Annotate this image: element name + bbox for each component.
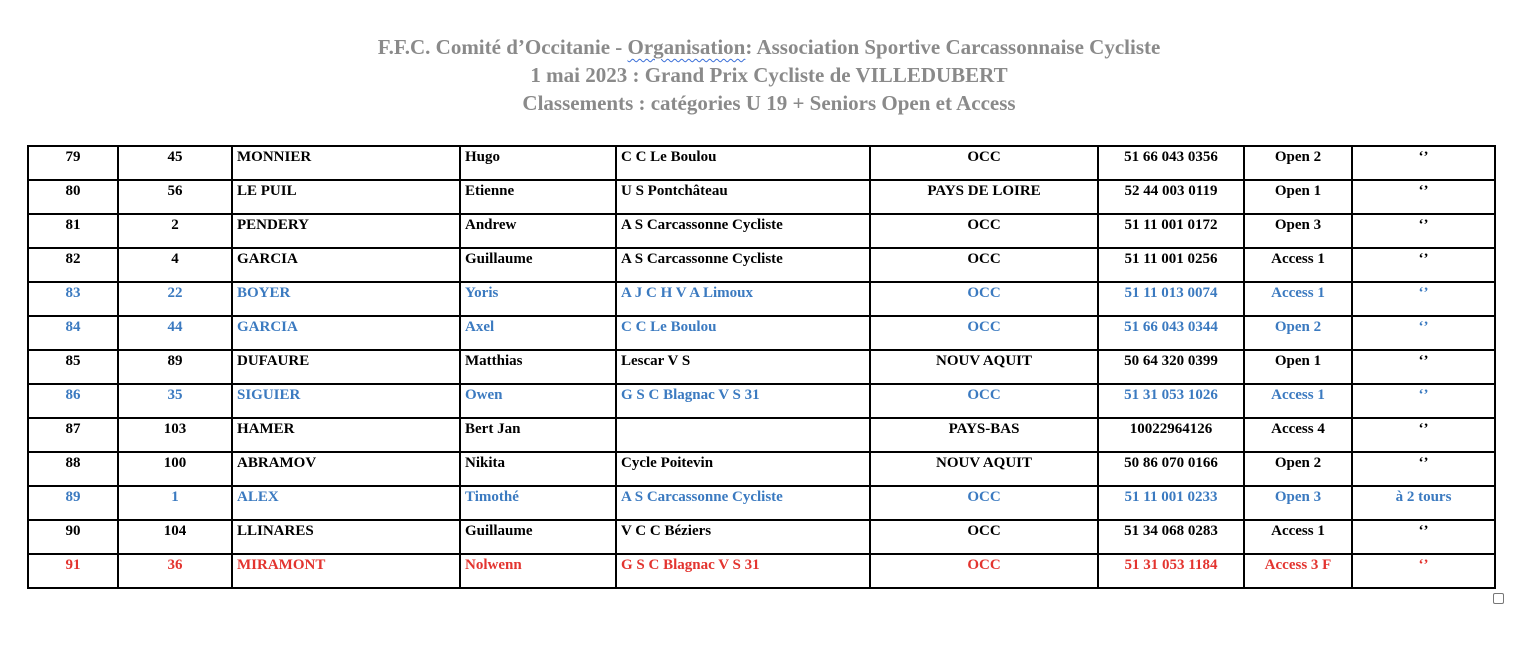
cell-club: Lescar V S <box>616 350 870 384</box>
cell-licence: 10022964126 <box>1098 418 1244 452</box>
cell-licence: 51 11 001 0233 <box>1098 486 1244 520</box>
cell-licence: 51 11 013 0074 <box>1098 282 1244 316</box>
table-row <box>28 146 1495 180</box>
cell-temps: ‘’ <box>1352 180 1495 214</box>
cell-prenom: Yoris <box>460 282 616 316</box>
cell-nom: SIGUIER <box>232 384 460 418</box>
cell-categorie: Open 3 <box>1244 214 1352 248</box>
cell-temps: ‘’ <box>1352 316 1495 350</box>
cell-nom: BOYER <box>232 282 460 316</box>
cell-dossard: 45 <box>118 146 232 180</box>
table-row <box>28 248 1495 282</box>
cell-rank: 88 <box>28 452 118 486</box>
table-row <box>28 180 1495 214</box>
cell-temps: ‘’ <box>1352 146 1495 180</box>
cell-categorie: Access 1 <box>1244 282 1352 316</box>
cell-categorie: Access 1 <box>1244 520 1352 554</box>
cell-dossard: 103 <box>118 418 232 452</box>
cell-prenom: Hugo <box>460 146 616 180</box>
cell-nom: MIRAMONT <box>232 554 460 588</box>
cell-categorie: Open 3 <box>1244 486 1352 520</box>
cell-nom: LE PUIL <box>232 180 460 214</box>
cell-categorie: Access 3 F <box>1244 554 1352 588</box>
cell-dossard: 44 <box>118 316 232 350</box>
cell-rank: 79 <box>28 146 118 180</box>
cell-licence: 50 64 320 0399 <box>1098 350 1244 384</box>
cell-region: OCC <box>870 316 1098 350</box>
cell-dossard: 2 <box>118 214 232 248</box>
cell-prenom: Axel <box>460 316 616 350</box>
cell-temps: ‘’ <box>1352 554 1495 588</box>
cell-licence: 51 66 043 0344 <box>1098 316 1244 350</box>
cell-nom: ABRAMOV <box>232 452 460 486</box>
cell-nom: ALEX <box>232 486 460 520</box>
cell-dossard: 36 <box>118 554 232 588</box>
results-table <box>27 145 1496 589</box>
cell-nom: LLINARES <box>232 520 460 554</box>
cell-region: NOUV AQUIT <box>870 452 1098 486</box>
cell-club <box>616 418 870 452</box>
cell-club: G S C Blagnac V S 31 <box>616 384 870 418</box>
cell-licence: 51 31 053 1026 <box>1098 384 1244 418</box>
cell-prenom: Nikita <box>460 452 616 486</box>
table-row <box>28 282 1495 316</box>
results-table-body <box>28 146 1495 588</box>
cell-temps: ‘’ <box>1352 214 1495 248</box>
table-row <box>28 452 1495 486</box>
header-organisation-word: Organisation <box>627 35 746 59</box>
cell-rank: 89 <box>28 486 118 520</box>
header-federation: F.F.C. Comité d’Occitanie - <box>377 35 628 59</box>
cell-categorie: Open 2 <box>1244 146 1352 180</box>
cell-prenom: Guillaume <box>460 520 616 554</box>
cell-prenom: Matthias <box>460 350 616 384</box>
cell-club: U S Pontchâteau <box>616 180 870 214</box>
table-row <box>28 384 1495 418</box>
cell-club: A S Carcassonne Cycliste <box>616 214 870 248</box>
cell-rank: 85 <box>28 350 118 384</box>
cell-categorie: Open 1 <box>1244 350 1352 384</box>
cell-region: PAYS-BAS <box>870 418 1098 452</box>
cell-prenom: Timothé <box>460 486 616 520</box>
cell-region: OCC <box>870 248 1098 282</box>
cell-prenom: Guillaume <box>460 248 616 282</box>
cell-prenom: Nolwenn <box>460 554 616 588</box>
cell-licence: 51 34 068 0283 <box>1098 520 1244 554</box>
header-line-2: 1 mai 2023 : Grand Prix Cycliste de VILLEDUBERT <box>530 63 1008 87</box>
cell-dossard: 56 <box>118 180 232 214</box>
header-line-3: Classements : catégories U 19 + Seniors Open et Access <box>522 91 1016 115</box>
cell-dossard: 35 <box>118 384 232 418</box>
table-row <box>28 214 1495 248</box>
cell-region: OCC <box>870 282 1098 316</box>
cell-dossard: 100 <box>118 452 232 486</box>
cell-nom: HAMER <box>232 418 460 452</box>
cell-temps: ‘’ <box>1352 282 1495 316</box>
cell-region: OCC <box>870 214 1098 248</box>
cell-rank: 87 <box>28 418 118 452</box>
cell-licence: 52 44 003 0119 <box>1098 180 1244 214</box>
cell-club: Cycle Poitevin <box>616 452 870 486</box>
cell-dossard: 1 <box>118 486 232 520</box>
cell-prenom: Owen <box>460 384 616 418</box>
cell-rank: 91 <box>28 554 118 588</box>
cell-licence: 51 11 001 0172 <box>1098 214 1244 248</box>
cell-licence: 51 11 001 0256 <box>1098 248 1244 282</box>
cell-licence: 51 66 043 0356 <box>1098 146 1244 180</box>
table-resize-handle[interactable] <box>1493 593 1504 604</box>
table-row <box>28 350 1495 384</box>
table-row <box>28 520 1495 554</box>
cell-dossard: 104 <box>118 520 232 554</box>
cell-temps: ‘’ <box>1352 418 1495 452</box>
cell-temps: ‘’ <box>1352 520 1495 554</box>
cell-temps: ‘’ <box>1352 384 1495 418</box>
cell-licence: 50 86 070 0166 <box>1098 452 1244 486</box>
cell-region: NOUV AQUIT <box>870 350 1098 384</box>
table-row <box>28 554 1495 588</box>
cell-club: G S C Blagnac V S 31 <box>616 554 870 588</box>
header-line-1 <box>0 33 1538 61</box>
cell-nom: MONNIER <box>232 146 460 180</box>
cell-categorie: Access 1 <box>1244 384 1352 418</box>
cell-temps: ‘’ <box>1352 452 1495 486</box>
header-organiser: : Association Sportive Carcassonnaise Cycliste <box>745 35 1161 59</box>
cell-categorie: Open 2 <box>1244 452 1352 486</box>
cell-dossard: 22 <box>118 282 232 316</box>
cell-temps: ‘’ <box>1352 248 1495 282</box>
cell-prenom: Andrew <box>460 214 616 248</box>
cell-categorie: Access 1 <box>1244 248 1352 282</box>
cell-club: C C Le Boulou <box>616 316 870 350</box>
cell-rank: 81 <box>28 214 118 248</box>
cell-rank: 82 <box>28 248 118 282</box>
cell-nom: DUFAURE <box>232 350 460 384</box>
cell-dossard: 89 <box>118 350 232 384</box>
cell-region: PAYS DE LOIRE <box>870 180 1098 214</box>
cell-region: OCC <box>870 554 1098 588</box>
cell-dossard: 4 <box>118 248 232 282</box>
cell-licence: 51 31 053 1184 <box>1098 554 1244 588</box>
document-header <box>0 33 1538 117</box>
cell-nom: GARCIA <box>232 248 460 282</box>
table-row <box>28 316 1495 350</box>
cell-rank: 80 <box>28 180 118 214</box>
cell-rank: 84 <box>28 316 118 350</box>
cell-prenom: Bert Jan <box>460 418 616 452</box>
cell-club: C C Le Boulou <box>616 146 870 180</box>
cell-club: V C C Béziers <box>616 520 870 554</box>
cell-rank: 86 <box>28 384 118 418</box>
table-row <box>28 486 1495 520</box>
cell-nom: PENDERY <box>232 214 460 248</box>
cell-nom: GARCIA <box>232 316 460 350</box>
cell-categorie: Open 2 <box>1244 316 1352 350</box>
cell-region: OCC <box>870 486 1098 520</box>
cell-region: OCC <box>870 520 1098 554</box>
cell-region: OCC <box>870 146 1098 180</box>
cell-prenom: Etienne <box>460 180 616 214</box>
cell-club: A S Carcassonne Cycliste <box>616 248 870 282</box>
cell-club: A J C H V A Limoux <box>616 282 870 316</box>
cell-region: OCC <box>870 384 1098 418</box>
cell-temps: à 2 tours <box>1352 486 1495 520</box>
cell-rank: 90 <box>28 520 118 554</box>
cell-club: A S Carcassonne Cycliste <box>616 486 870 520</box>
table-row <box>28 418 1495 452</box>
cell-categorie: Access 4 <box>1244 418 1352 452</box>
cell-rank: 83 <box>28 282 118 316</box>
cell-temps: ‘’ <box>1352 350 1495 384</box>
cell-categorie: Open 1 <box>1244 180 1352 214</box>
